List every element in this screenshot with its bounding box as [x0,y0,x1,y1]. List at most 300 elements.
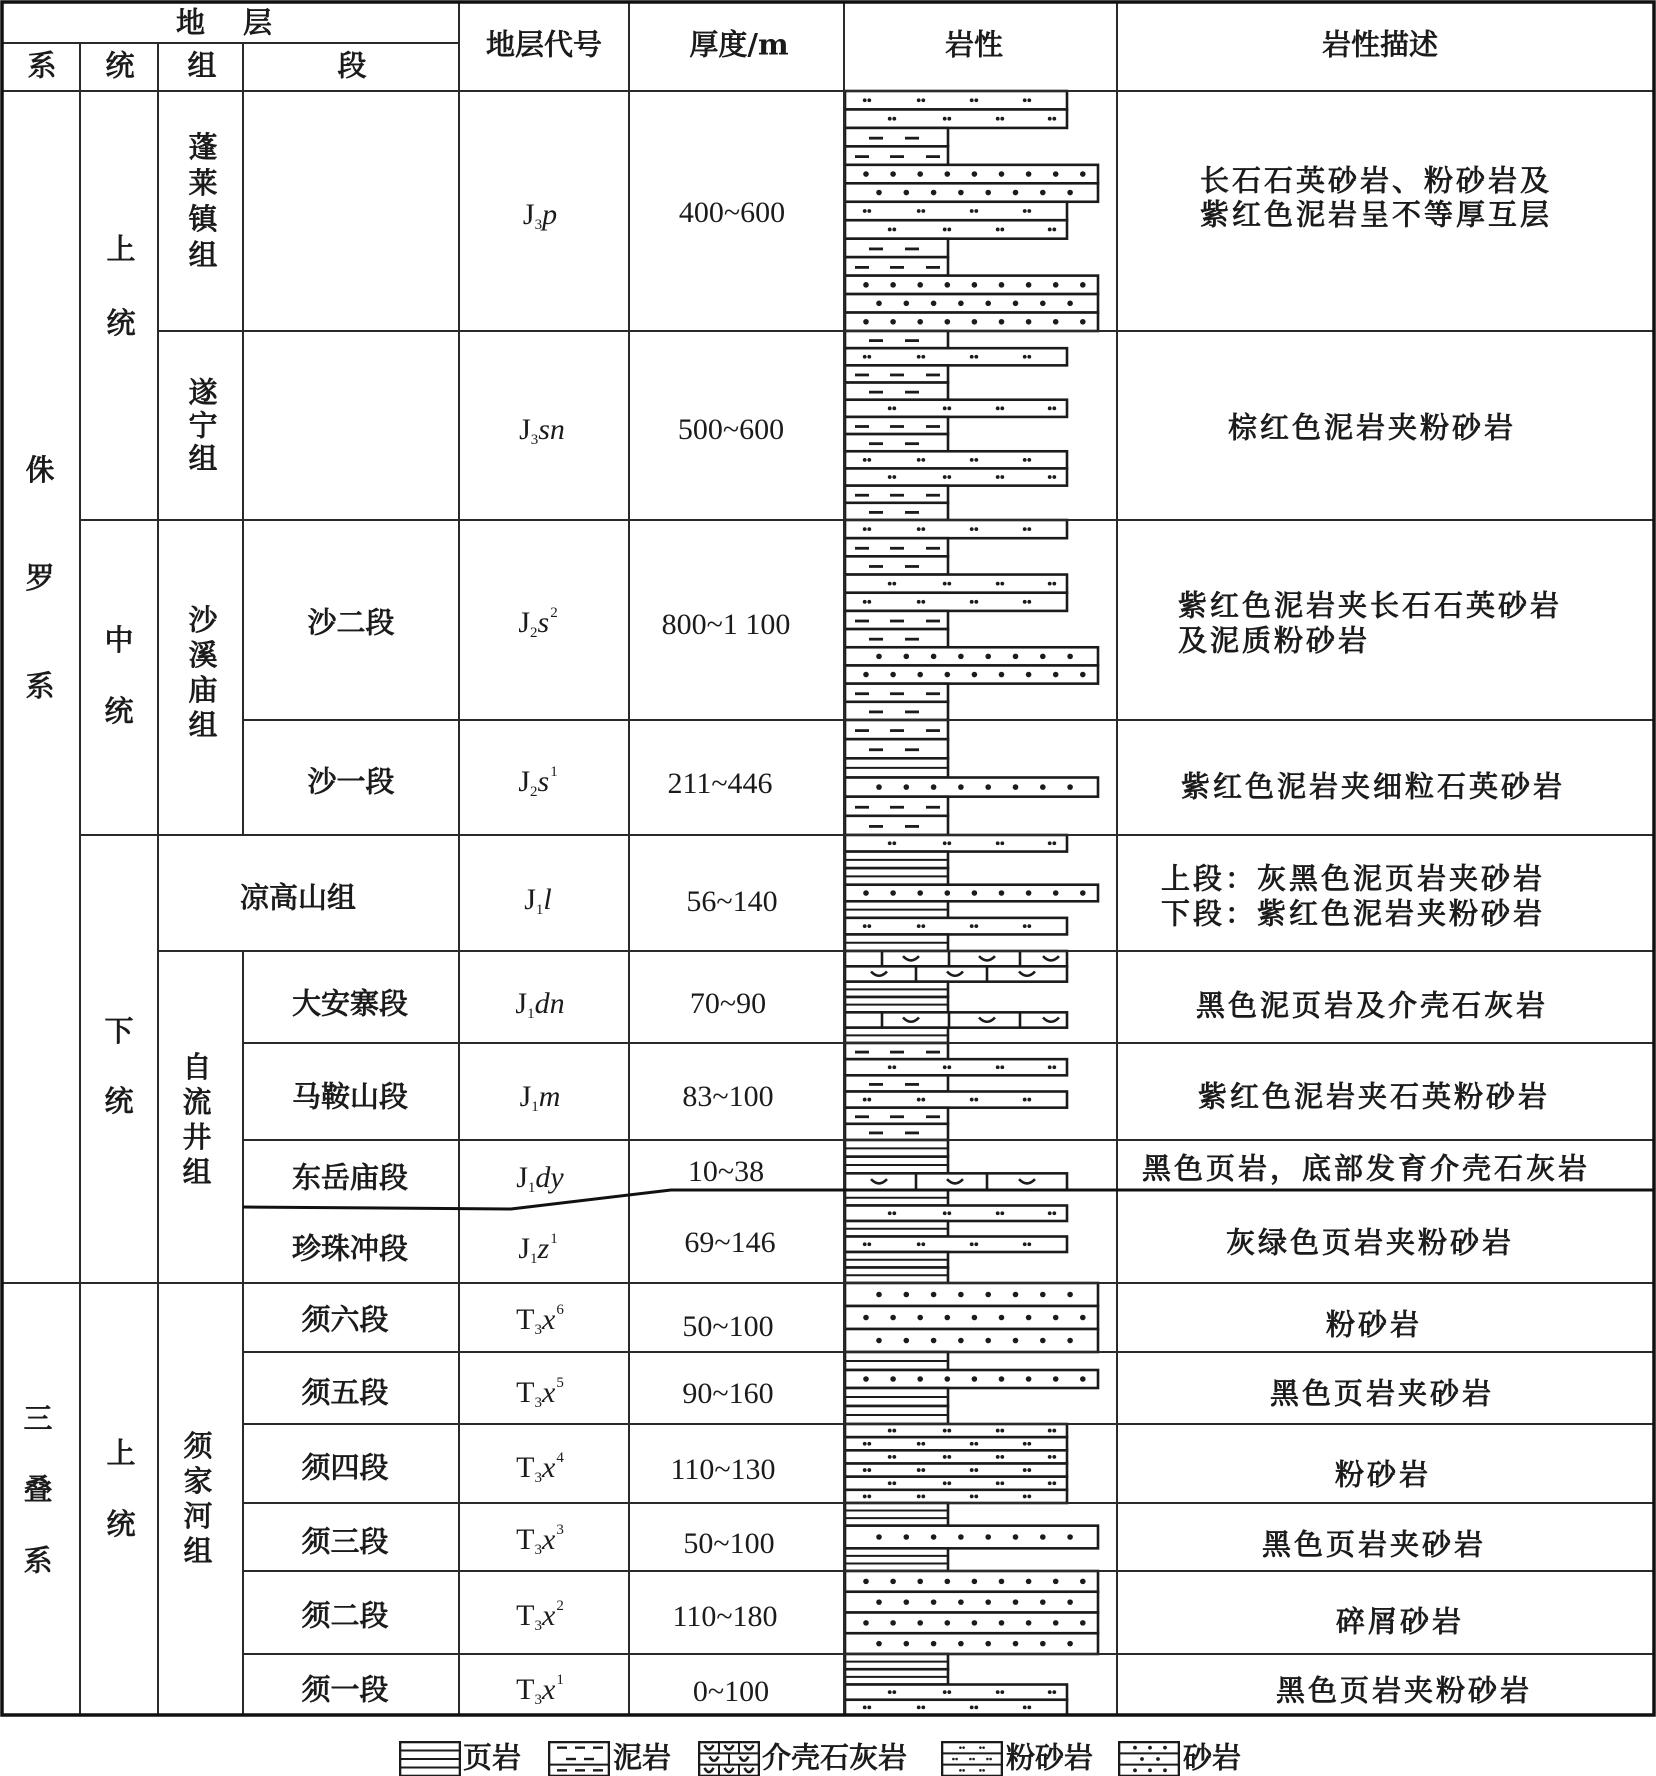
strata-code [518,605,558,641]
code-letters: m [538,1080,561,1113]
code-base: J [522,198,535,231]
siltstone-dot [1027,1442,1031,1446]
sandstone-dot [863,672,869,678]
bed-outline [845,647,1098,665]
sandstone-dot [972,890,978,896]
sandstone-dot [1067,1641,1073,1647]
siltstone-dot [1000,1455,1004,1459]
code-sub: 1 [531,1099,539,1115]
code-sub: 3 [534,1470,542,1486]
siltstone-dot [1023,1468,1027,1472]
sandstone-dot [890,1620,896,1626]
member-label: 须三段 [301,1524,389,1559]
legend-label-siltstone: 粉砂岩 [1006,1740,1094,1775]
sandstone-dot [985,1292,991,1298]
strata-code [516,1522,564,1558]
siltstone-dot [947,1211,951,1215]
sandstone-dot [972,1315,978,1321]
siltstone-dot [1048,1211,1052,1215]
siltstone-dot [974,1242,978,1246]
siltstone-dot [943,406,947,410]
siltstone-dot [1023,1442,1027,1446]
lithology-bed-siltstone [845,593,1067,611]
sandstone-dot [1013,784,1019,790]
siltstone-dot [892,475,896,479]
siltstone-dot [863,1468,867,1472]
siltstone-dot [970,527,974,531]
lithology-bed-shale [845,997,948,1012]
sandstone-dot [931,654,937,660]
siltstone-dot [917,1442,921,1446]
sandstone-dot [917,319,923,325]
sandstone-dot [1067,1338,1073,1344]
siltstone-dot [974,924,978,928]
sandstone-dot [1067,301,1073,307]
lithology-bed-mudstone [845,702,948,720]
code-letters: dy [535,1161,564,1194]
code-sub: 3 [534,217,543,233]
lithology-bed-mudstone [845,128,948,146]
siltstone-dot [974,355,978,359]
lithology-bed-sandstone [845,183,1098,201]
siltstone-dot [1048,841,1052,845]
bed-outline [845,885,1098,902]
siltstone-dot [1000,841,1004,845]
siltstone-dot [888,841,892,845]
siltstone-dot [892,1211,896,1215]
series-middle-jurassic: 中统 [104,623,134,728]
siltstone-dot [1023,924,1027,928]
strata-code [518,1231,558,1267]
siltstone-dot [1048,117,1052,121]
siltstone-dot [1000,1481,1004,1485]
bed-outline [845,1477,1067,1490]
lithology-bed-sandstone [845,1526,1098,1549]
system-jurassic: 侏罗系 [25,453,55,703]
code-base: J [524,883,536,916]
formation-ziliujing: 自流井组 [182,1050,212,1189]
siltstone-dot [1052,117,1056,121]
siltstone-dot [867,600,871,604]
lithology-bed-shale [845,1028,948,1043]
siltstone-dot [888,1481,892,1485]
siltstone-dot [921,1705,925,1709]
siltstone-dot [1027,1468,1031,1472]
siltstone-dot [917,924,921,928]
siltstone-dot [947,475,951,479]
siltstone-dot [996,406,1000,410]
sandstone-dot [999,319,1005,325]
siltstone-dot [1000,117,1004,121]
sandstone-dot [917,282,923,288]
siltstone-dot [1027,527,1031,531]
lithology-bed-mudstone [845,503,948,520]
lithology-bed-siltstone [845,1092,1067,1108]
sandstone-dot [1013,301,1019,307]
thickness-value: 70~90 [689,987,767,1020]
sandstone-dot [958,1641,964,1647]
sandstone-dot [1053,890,1059,896]
siltstone-dot [943,1429,947,1433]
header-strata: 地层 [175,5,311,40]
sandstone-dot [876,1599,882,1605]
lithology-bed-sandstone [845,665,1098,683]
siltstone-dot [1052,1065,1056,1069]
siltstone-dot [863,1495,867,1499]
siltstone-dot [921,209,925,213]
sandstone-dot [904,301,910,307]
sandstone-dot [945,890,951,896]
sandstone-dot [1026,1315,1032,1321]
lithology-bed-mudstone [845,383,948,400]
siltstone-dot [1048,1481,1052,1485]
siltstone-dot [1027,98,1031,102]
siltstone-dot [970,1242,974,1246]
siltstone-dot [970,209,974,213]
bed-outline [845,202,1067,220]
siltstone-dot [1023,527,1027,531]
siltstone-dot [863,98,867,102]
sandstone-dot [1053,1376,1059,1382]
lithology-bed-shale [845,1352,948,1370]
lithology-bed-siltstone [845,91,1067,109]
member-label: 须六段 [301,1302,389,1337]
thickness-value: 0~100 [692,1675,770,1708]
siltstone-dot [996,1690,1000,1694]
sandstone-dot [876,1534,882,1540]
header-formation: 组 [187,48,217,83]
formation-suining: 遂宁组 [188,375,218,476]
bed-outline [845,1237,1067,1253]
sandstone-dot [1067,784,1073,790]
siltstone-dot [1048,1690,1052,1694]
siltstone-dot [892,1429,896,1433]
strata-code [515,987,565,1022]
siltstone-dot [1027,1705,1031,1709]
lithology-bed-sandstone [845,1329,1098,1352]
sandstone-dot [1026,672,1032,678]
lithology-bed-shale [845,1548,948,1571]
bed-outline [845,1592,1098,1613]
sandstone-dot [1053,1579,1059,1585]
code-letters: l [543,883,552,916]
system-triassic: 三叠系 [23,1401,53,1578]
code-letters: p [542,198,558,231]
sandstone-dot [863,171,869,177]
lithology-bed-limestone [845,1173,1067,1190]
bed-outline [845,348,1067,365]
bed-outline [845,434,948,451]
sandstone-dot [1067,1292,1073,1298]
code-sub: 2 [530,625,538,641]
sandstone-dot [945,1579,951,1585]
member-label: 须五段 [301,1375,389,1410]
siltstone-dot [947,406,951,410]
code-letters: s [537,606,550,639]
siltstone-dot [974,1705,978,1709]
code-sup: 4 [556,1450,564,1466]
siltstone-dot [917,209,921,213]
siltstone-dot [974,458,978,462]
bed-outline [845,1059,1067,1075]
swatch-dot [969,1758,972,1761]
header-thickness: 厚度/m [689,27,789,62]
sandstone-dot [1080,1620,1086,1626]
description-line: 黑色页岩夹砂岩 [1269,1376,1495,1411]
siltstone-dot [917,1705,921,1709]
description-line: 上段：灰黑色泥页岩夹砂岩 [1161,861,1546,896]
thickness-value: 50~100 [682,1310,774,1343]
sandstone-dot [917,1315,923,1321]
code-sub: 2 [530,784,538,800]
sandstone-dot [904,1292,910,1298]
code-letters: x [542,1523,556,1556]
sandstone-dot [985,784,991,790]
siltstone-dot [974,98,978,102]
sandstone-dot [985,1641,991,1647]
sandstone-dot [985,190,991,196]
siltstone-dot [943,582,947,586]
siltstone-dot [917,1495,921,1499]
bed-outline [845,702,948,720]
bed-outline [845,468,1067,485]
lithology-bed-sandstone [845,1633,1098,1654]
siltstone-dot [921,1495,925,1499]
sandstone-dot [972,1620,978,1626]
siltstone-dot [970,98,974,102]
sandstone-dot [917,1620,923,1626]
description-line: 黑色页岩夹砂岩 [1261,1527,1487,1562]
lithology-bed-mudstone [845,1075,948,1091]
siltstone-dot [892,841,896,845]
thickness-value: 69~146 [684,1226,776,1259]
thickness-value: 400~600 [678,196,786,229]
siltstone-dot [947,117,951,121]
sandstone-dot [904,1534,910,1540]
swatch-dot [982,1769,985,1772]
lithology-bed-mudstone [845,739,948,758]
lithology-bed-limestone [845,966,1067,981]
lithology-bed-siltstone [845,1700,1067,1715]
siltstone-dot [1048,1065,1052,1069]
thickness-value: 50~100 [683,1527,775,1560]
lithology-bed-siltstone [845,202,1067,220]
bed-outline [845,629,948,647]
sandstone-dot [972,1376,978,1382]
lithology-bed-shale [845,1669,948,1684]
lithology-bed-sandstone [845,885,1098,902]
siltstone-dot [996,841,1000,845]
thickness-value: 800~1 100 [661,608,791,641]
siltstone-dot [1027,1495,1031,1499]
sandstone-dot [972,319,978,325]
code-sub: 3 [534,1618,542,1634]
sandstone-dot [863,1315,869,1321]
mudstone-swatch-icon [548,1741,610,1776]
code-base: J [518,1232,530,1265]
sandstone-dot [999,1376,1005,1382]
strata-code [516,1302,564,1338]
lithology-bed-mudstone [845,1124,948,1140]
swatch-dot [1133,1768,1137,1772]
member-label: 须四段 [301,1450,389,1485]
code-base: J [519,1080,532,1113]
swatch-dot [986,1758,989,1761]
sandstone-dot [945,1315,951,1321]
siltstone-dot [1052,228,1056,232]
siltstone-dot [917,1468,921,1472]
bed-outline [845,1075,948,1091]
sandstone-dot [972,1579,978,1585]
sandstone-dot [890,1579,896,1585]
siltstone-dot [996,1065,1000,1069]
swatch-dot [1148,1768,1152,1772]
thickness-value: 500~600 [677,413,785,446]
swatch-dot [982,1746,985,1749]
lithology-bed-shale [845,1140,948,1157]
sandstone-dot [1040,1641,1046,1647]
siltstone-dot [863,924,867,928]
thickness-value: 110~130 [670,1453,776,1486]
sandstone-swatch-icon [1118,1741,1180,1776]
sandstone-dot [904,1338,910,1344]
siltstone-dot [917,98,921,102]
sandstone-dot [863,890,869,896]
siltstone-dot [867,924,871,928]
siltstone-dot [970,1705,974,1709]
lithology-bed-mudstone [845,239,948,257]
lithology-bed-mudstone [845,720,948,739]
siltstone-dot [947,1690,951,1694]
sandstone-dot [945,672,951,678]
sandstone-dot [999,1315,1005,1321]
siltstone-dot [921,1442,925,1446]
siltstone-dot [943,1065,947,1069]
siltstone-dot [1000,1690,1004,1694]
sandstone-dot [1080,282,1086,288]
sandstone-dot [890,672,896,678]
siltstone-dot [921,355,925,359]
strata-code [516,1672,564,1708]
bed-outline [845,1424,1067,1437]
siltstone-dot [1052,1481,1056,1485]
swatch-dot [1140,1757,1144,1761]
lithology-bed-shale [845,1252,948,1268]
siltstone-dot [1000,1211,1004,1215]
sandstone-dot [876,190,882,196]
member-label: 珍珠冲段 [291,1231,409,1266]
lithology-bed-shale [845,1190,948,1206]
siltstone-dot [974,1468,978,1472]
code-base: J [515,987,528,1020]
code-base: J [519,413,531,446]
siltstone-dot [1048,475,1052,479]
lithology-bed-sandstone [845,276,1098,294]
siltstone-dot [1052,475,1056,479]
lithology-bed-sandstone [845,313,1098,331]
header-code: 地层代号 [485,27,603,62]
sandstone-dot [931,301,937,307]
bed-outline [845,313,1098,331]
sandstone-dot [999,171,1005,177]
bed-outline [845,816,948,835]
lithology-bed-mudstone [845,331,948,348]
siltstone-dot [1052,582,1056,586]
lithology-bed-mudstone [845,1108,948,1124]
sandstone-dot [1040,784,1046,790]
lithology-bed-siltstone [845,1464,1067,1477]
lithology-bed-shale [845,1157,948,1174]
bed-outline [845,556,948,574]
member-label: 沙一段 [307,764,395,799]
lithology-bed-shale [845,982,948,997]
sandstone-dot [1053,1315,1059,1321]
siltstone-dot [888,117,892,121]
lithology-bed-shale [845,934,948,951]
bed-outline [845,1370,1098,1388]
thickness-value: 83~100 [682,1080,774,1113]
strata-code [516,1450,564,1486]
thickness-value: 56~140 [686,885,778,918]
lithology-bed-siltstone [845,348,1067,365]
strata-code [524,883,552,918]
siltstone-dot [1000,228,1004,232]
siltstone-dot [892,1690,896,1694]
sandstone-dot [958,1292,964,1298]
swatch-dot [1133,1746,1137,1750]
sandstone-dot [1080,171,1086,177]
siltstone-dot [888,1455,892,1459]
siltstone-dot [1027,1242,1031,1246]
siltstone-dot [974,527,978,531]
siltstone-dot [921,600,925,604]
description-line: 黑色页岩，底部发育介壳石灰岩 [1141,1151,1591,1186]
lithology-bed-limestone [845,1012,1067,1027]
series-upper-jurassic: 上统 [106,232,136,340]
siltstone-dot [1023,1242,1027,1246]
siltstone-dot [1000,1429,1004,1433]
lithology-bed-siltstone [845,1450,1067,1463]
siltstone-dot [1027,1098,1031,1102]
description-line: 紫红色泥岩夹细粒石英砂岩 [1180,769,1566,804]
siltstone-dot [1052,1455,1056,1459]
header-series: 统 [105,48,135,83]
shell-limestone-swatch-icon [698,1741,760,1776]
code-base: T [516,1673,535,1706]
siltstone-dot [1000,406,1004,410]
lithology-bed-siltstone [845,520,1067,538]
lithology-bed-sandstone [845,165,1098,183]
description-line: 紫红色泥岩夹长石石英砂岩 [1178,588,1563,623]
siltstone-dot [1023,1098,1027,1102]
siltstone-dot [947,1455,951,1459]
code-base: T [516,1376,535,1409]
sandstone-dot [1026,890,1032,896]
bed-outline [845,451,1067,468]
description-line: 紫红色泥岩呈不等厚互层 [1199,197,1553,232]
formation-penglaizhen: 蓬莱镇组 [188,130,218,272]
siltstone-dot [892,228,896,232]
code-sup: 2 [556,1598,564,1614]
code-base: T [516,1523,535,1556]
strata-code [516,1598,564,1634]
sandstone-dot [999,1620,1005,1626]
siltstone-dot [970,924,974,928]
lithology-bed-mudstone [845,629,948,647]
sandstone-dot [904,1641,910,1647]
code-sub: 3 [534,1395,542,1411]
siltstone-dot [970,458,974,462]
